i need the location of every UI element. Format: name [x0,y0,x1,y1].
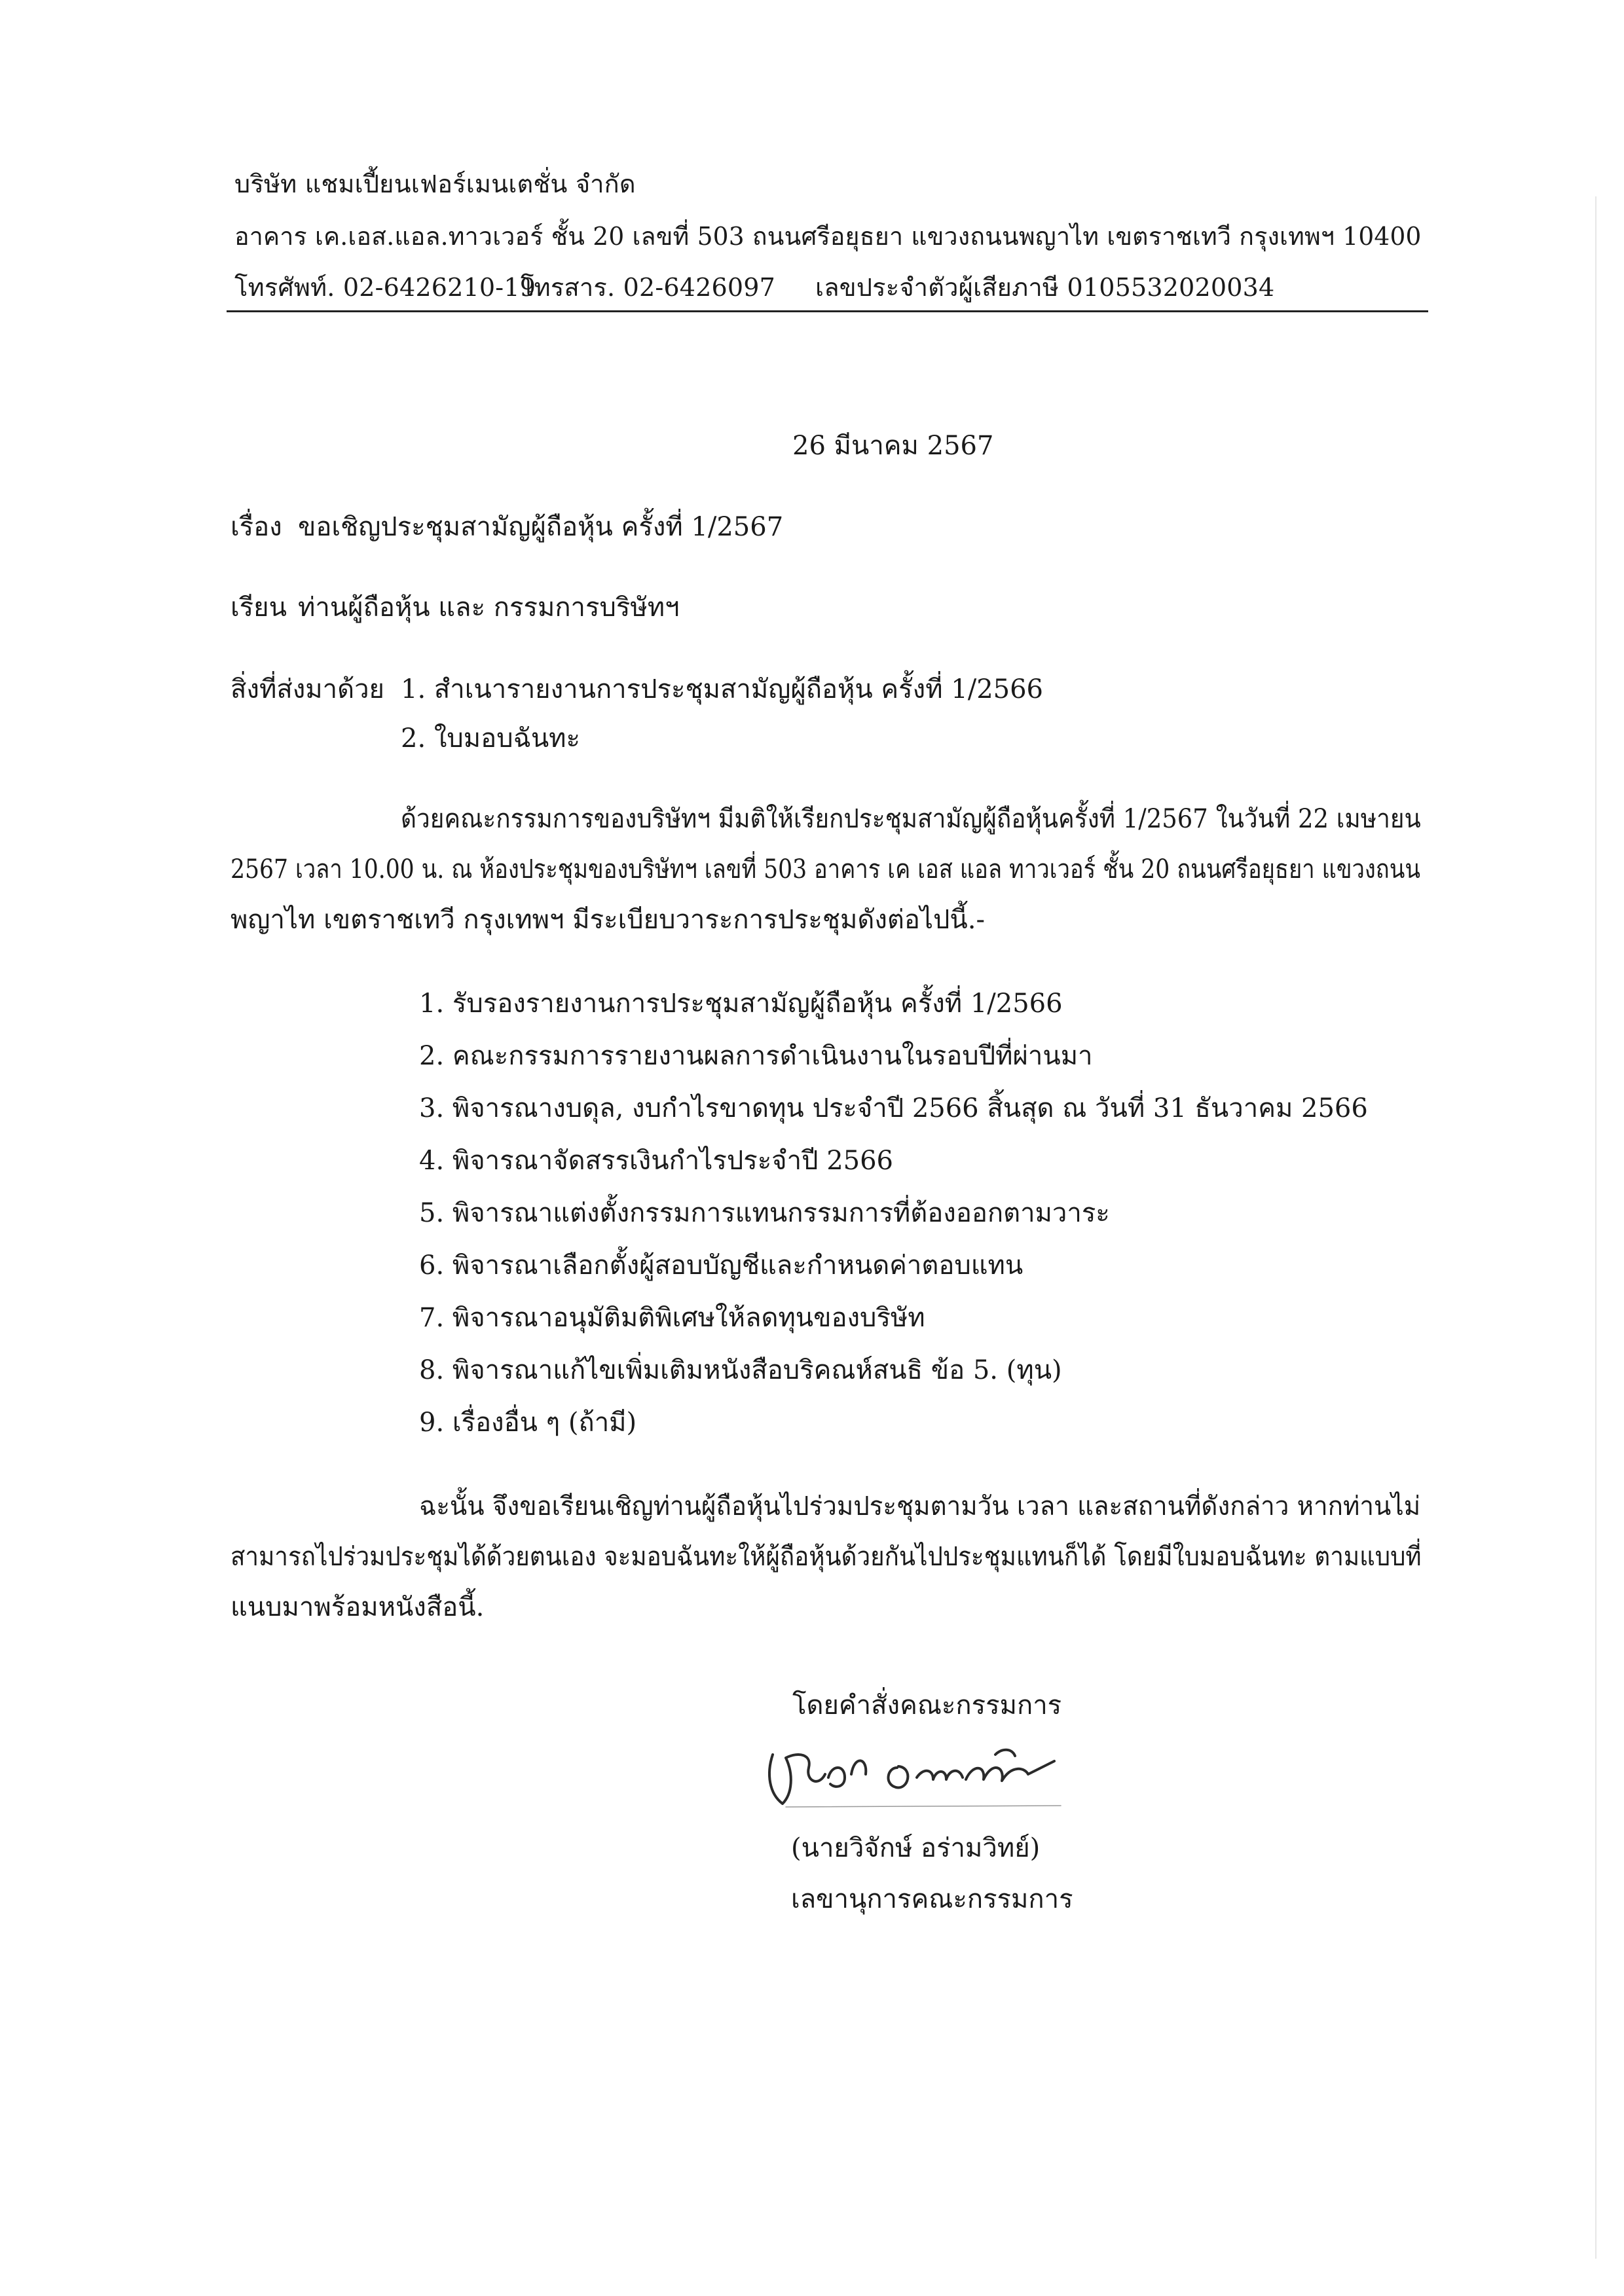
header-divider [227,310,1428,312]
company-address: อาคาร เค.เอส.แอล.ทาวเวอร์ ชั้น 20 เลขที่ 503 ถนนศรีอยุธยา แขวงถนนพญาไท เขตราชเทวี กรุงเทพฯ 10400 [234,222,1422,251]
to-text: ท่านผู้ถือหุ้น และ กรรมการบริษัทฯ [298,592,680,623]
subject-label: เรื่อง [231,512,282,542]
intro-line: พญาไท เขตราชเทวี กรุงเทพฯ มีระเบียบวาระการประชุมดังต่อไปนี้.- [231,905,985,935]
company-tax-id: เลขประจำตัวผู้เสียภาษี 0105532020034 [815,273,1275,302]
company-phone: โทรศัพท์. 02-6426210-19 [234,273,536,302]
letter-date: 26 มีนาคม 2567 [792,431,994,461]
agenda-item: 8. พิจารณาแก้ไขเพิ่มเติมหนังสือบริคณห์สนธิ ข้อ 5. (ทุน) [419,1355,1062,1385]
agenda-item: 7. พิจารณาอนุมัติมติพิเศษให้ลดทุนของบริษัท [419,1303,925,1333]
closing-line: แนบมาพร้อมหนังสือนี้. [231,1592,485,1622]
subject-text: ขอเชิญประชุมสามัญผู้ถือหุ้น ครั้งที่ 1/2567 [298,512,784,542]
agenda-item: 6. พิจารณาเลือกตั้งผู้สอบบัญชีและกำหนดค่าตอบแทน [419,1250,1024,1281]
agenda-item: 2. คณะกรรมการรายงานผลการดำเนินงานในรอบปีที่ผ่านมา [419,1041,1093,1071]
agenda-item: 9. เรื่องอื่น ๆ (ถ้ามี) [419,1408,637,1438]
company-fax: โทรสาร. 02-6426097 [521,273,775,302]
attachment-item: 2. ใบมอบฉันทะ [401,723,581,754]
agenda-item: 4. พิจารณาจัดสรรเงินกำไรประจำปี 2566 [419,1146,893,1176]
company-name: บริษัท แชมเปี้ยนเฟอร์เมนเตชั่น จำกัด [234,170,636,198]
signatory-name: (นายวิจักษ์ อร่ามวิทย์) [791,1833,1041,1863]
scan-edge-line [1595,196,1596,2259]
handwritten-signature [747,1728,1074,1820]
agenda-item: 1. รับรองรายงานการประชุมสามัญผู้ถือหุ้น ครั้งที่ 1/2566 [419,989,1063,1019]
attachment-item: 1. สำเนารายงานการประชุมสามัญผู้ถือหุ้น ครั้งที่ 1/2566 [401,674,1043,704]
closing-line: สามารถไปร่วมประชุมได้ด้วยตนเอง จะมอบฉันทะให้ผู้ถือหุ้นด้วยกันไปประชุมแทนก็ได้ โดยมีใบมอบฉันทะ ตามแบบที่ [231,1542,1422,1572]
intro-line: 2567 เวลา 10.00 น. ณ ห้องประชุมของบริษัทฯ เลขที่ 503 อาคาร เค เอส แอล ทาวเวอร์ ชั้น 20 ถนนศรีอยุธยา แขวงถนน [231,854,1420,884]
attachments-label: สิ่งที่ส่งมาด้วย [231,674,384,704]
closing-line: ฉะนั้น จึงขอเรียนเชิญท่านผู้ถือหุ้นไปร่วมประชุมตามวัน เวลา และสถานที่ดังกล่าว หากท่านไม่ [419,1491,1421,1522]
agenda-item: 3. พิจารณางบดุล, งบกำไรขาดทุน ประจำปี 2566 สิ้นสุด ณ วันที่ 31 ธันวาคม 2566 [419,1093,1368,1123]
to-label: เรียน [231,592,287,623]
signoff-text: โดยคำสั่งคณะกรรมการ [792,1690,1062,1721]
intro-line: ด้วยคณะกรรมการของบริษัทฯ มีมติให้เรียกประชุมสามัญผู้ถือหุ้นครั้งที่ 1/2567 ในวันที่ 22 เมษายน [401,804,1421,834]
agenda-item: 5. พิจารณาแต่งตั้งกรรมการแทนกรรมการที่ต้องออกตามวาระ [419,1198,1110,1228]
signatory-title: เลขานุการคณะกรรมการ [791,1884,1073,1914]
